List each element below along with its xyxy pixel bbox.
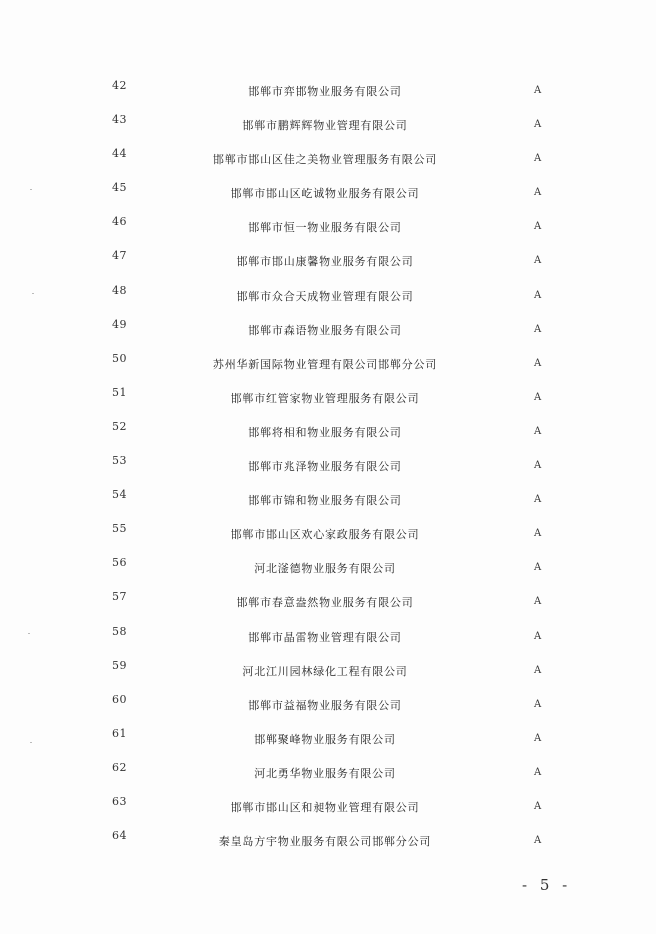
list-item (0, 316, 656, 350)
credit-grade: A (534, 391, 542, 403)
list-item (0, 452, 656, 486)
credit-grade: A (534, 562, 542, 574)
list-item (0, 691, 656, 725)
row-number: 63 (112, 794, 127, 808)
row-number: 58 (112, 624, 127, 638)
list-item (0, 827, 656, 861)
company-name: 秦皇岛方宇物业服务有限公司邯郸分公司 (218, 835, 432, 849)
company-name: 邯郸市锦和物业服务有限公司 (248, 494, 402, 508)
row-number: 53 (112, 454, 127, 468)
company-name: 苏州华新国际物业管理有限公司邯郸分公司 (212, 357, 438, 371)
company-name: 邯郸市众合天成物业管理有限公司 (236, 289, 414, 303)
company-name: 邯郸市弈邯物业服务有限公司 (248, 85, 402, 98)
company-name: 邯郸市恒一物业服务有限公司 (248, 221, 402, 235)
list-item (0, 384, 656, 418)
list-item (0, 520, 656, 554)
company-name: 河北滏德物业服务有限公司 (254, 562, 396, 576)
credit-grade: A (534, 460, 542, 472)
scan-speck (30, 189, 32, 190)
row-number: 42 (112, 79, 127, 92)
list-item (0, 282, 656, 316)
credit-grade: A (534, 835, 542, 847)
credit-grade: A (534, 664, 542, 676)
credit-grade: A (534, 528, 542, 540)
list-item (0, 554, 656, 588)
credit-grade: A (534, 596, 542, 608)
row-number: 62 (112, 760, 127, 774)
list-item (0, 486, 656, 520)
company-name: 邯郸市春意盎然物业服务有限公司 (236, 596, 414, 610)
company-name: 邯郸市益福物业服务有限公司 (248, 698, 402, 712)
credit-grade: A (534, 766, 542, 778)
list-item (0, 213, 656, 247)
company-name: 邯郸市鹏辉辉物业管理有限公司 (242, 119, 408, 133)
list-item (0, 145, 656, 179)
row-number: 47 (112, 249, 127, 263)
credit-grade: A (534, 698, 542, 710)
list-item (0, 77, 656, 111)
scan-speck (32, 293, 34, 294)
row-number: 61 (112, 726, 127, 740)
list-item (0, 179, 656, 213)
credit-grade: A (534, 800, 542, 812)
row-number: 55 (112, 522, 127, 536)
row-number: 49 (112, 317, 127, 331)
company-name: 邯郸市邯山区和昶物业管理有限公司 (230, 800, 420, 814)
page-number: - 5 - (522, 876, 572, 894)
company-name: 河北江川园林绿化工程有限公司 (242, 664, 408, 678)
row-number: 52 (112, 419, 127, 433)
credit-grade: A (534, 85, 542, 96)
company-name: 邯郸市晶雷物业管理有限公司 (248, 630, 402, 644)
row-number: 59 (112, 658, 127, 672)
company-name: 邯郸市邯山康馨物业服务有限公司 (236, 255, 414, 269)
row-number: 44 (112, 147, 127, 161)
company-list (0, 77, 656, 861)
list-item (0, 759, 656, 793)
row-number: 64 (112, 829, 127, 843)
row-number: 45 (112, 181, 127, 195)
scan-speck (30, 742, 32, 743)
credit-grade: A (534, 732, 542, 744)
list-item (0, 350, 656, 384)
company-name: 邯郸市邯山区欢心家政服务有限公司 (230, 528, 420, 542)
company-name: 河北勇华物业服务有限公司 (254, 766, 396, 780)
list-item (0, 418, 656, 452)
credit-grade: A (534, 187, 542, 199)
credit-grade: A (534, 425, 542, 437)
company-name: 邯郸聚峰物业服务有限公司 (254, 732, 396, 746)
credit-grade: A (534, 357, 542, 369)
credit-grade: A (534, 289, 542, 301)
row-number: 60 (112, 692, 127, 706)
list-item (0, 793, 656, 827)
credit-grade: A (534, 221, 542, 233)
credit-grade: A (534, 255, 542, 267)
row-number: 48 (112, 283, 127, 297)
row-number: 54 (112, 488, 127, 502)
list-item (0, 725, 656, 759)
list-item (0, 247, 656, 281)
row-number: 50 (112, 351, 127, 365)
row-number: 51 (112, 385, 127, 399)
company-name: 邯郸市红管家物业管理服务有限公司 (230, 391, 420, 405)
row-number: 43 (112, 113, 127, 127)
company-name: 邯郸市邯山区屹诚物业服务有限公司 (230, 187, 420, 201)
scan-speck (28, 633, 30, 634)
company-name: 邯郸市森语物业服务有限公司 (248, 323, 402, 337)
credit-grade: A (534, 323, 542, 335)
credit-grade: A (534, 119, 542, 131)
credit-grade: A (534, 494, 542, 506)
row-number: 46 (112, 215, 127, 229)
list-item (0, 657, 656, 691)
row-number: 57 (112, 590, 127, 604)
credit-grade: A (534, 153, 542, 165)
credit-grade: A (534, 630, 542, 642)
list-item (0, 588, 656, 622)
company-name: 邯郸将相和物业服务有限公司 (248, 425, 402, 439)
company-name: 邯郸市兆泽物业服务有限公司 (248, 460, 402, 474)
row-number: 56 (112, 556, 127, 570)
list-item (0, 111, 656, 145)
list-item (0, 623, 656, 657)
company-name: 邯郸市邯山区佳之美物业管理服务有限公司 (212, 153, 438, 167)
